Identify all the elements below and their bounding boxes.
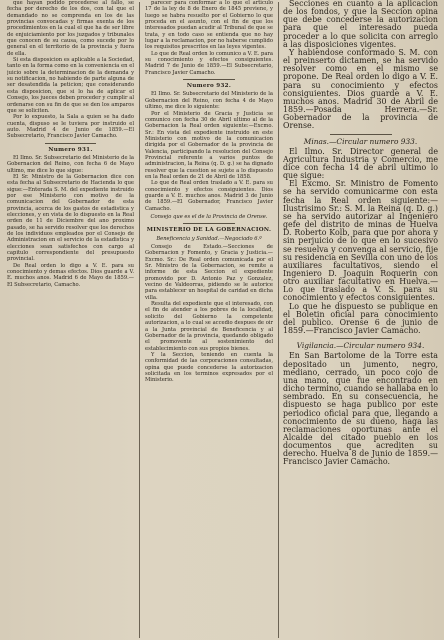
paragraph: En San Bartolome de la Torre esta depositado un jumento, negro, mediano, cerrado, un poco cojo de una mano, que fue encontrado en dicho termino, cuando se hallaba en lo sembrado. En su consecuencia, he dispuesto se haga publico por este periodico oficial para que, llegando a conocimiento de su dueno, haga las reclamaciones oportunas ante el Alcalde del citado pueblo en los documentos que acrediten su derecho. Huelva 8 de Junio de 1859.—Francisco Javier Camacho. (283, 351, 438, 467)
paragraph: El Sr. Ministro de la Gobernacion dice con esta fecha al Subsecretario de Hacienda lo que sigue:—Enterada S. M. del expediente instruido por ese Ministerio con motivo de la comunicacion del Gobernador de esta provincia, acerca de los gastos de estadistica y elecciones, y en vista de lo dispuesto en la Real orden de 11 de Diciembre del ano proximo pasado, se ha servido resolver que los derechos de los individuos empleados por el Consejo de Administracion en el servicio de la estadistica y elecciones sean satisfechos con cargo al capitulo correspondiente del presupuesto provincial. (7, 173, 134, 263)
divider (330, 134, 392, 135)
divider (183, 223, 234, 224)
section-subheading: Vigilancia.—Circular numero 934. (296, 341, 425, 351)
column-right (283, 0, 438, 640)
paragraph: Si esta disposicion es aplicable a la Sociedad, tanto en la forma como en la conveniencia en el juicio sobre la determinacion de la demanda y su notificacion, no habiendo de parte alguna de ser desatendida la peticion; que considerando esta disposicion, que si lo ha de aplicar el Consejo, los jueces deben proceder y cumplir al ordenarse con su fin de que se den los amparos que se soliciten. (7, 57, 134, 114)
ministry-heading: MINISTERIO DE LA GOBERNACION. (146, 227, 272, 234)
paragraph: parecer para conformar a lo que el articulo 17 de la ley de 8 de Enero de 1845 previene, y luego se habra resuelto por el Gobierno lo que proceda en el asunto, con el fin de que los interesados puedan acudir al Tribunal de que se trata, y en todo caso se entienda que no hay lugar a la reclamacion, por no haberse cumplido los requisitos prescritos en las leyes vigentes. (145, 0, 273, 51)
divider (45, 143, 96, 144)
paragraph: Por lo expuesto, la Sala a quien se ha dado cuenta, dispuso se le tuviera por instruido el auto. Madrid 4 de Junio de 1859.—El Subsecretario, Francisco Javier Camacho. (7, 114, 134, 140)
section-heading: Numero 931. (48, 146, 93, 153)
paragraph: Resulta del expediente que el interesado, con el fin de atender a los pobres de la localidad, solicito del Gobierno la competente autorizacion, a lo cual se accedio despues de oir a la Junta provincial de Beneficencia y al Gobernador de la provincia, quedando obligado el promovente al sostenimiento del establecimiento con sus propios bienes. (145, 301, 273, 352)
divider (183, 79, 234, 80)
paragraph: Lo que de Real orden lo comunico a V. E. para su conocimiento y efectos consiguientes. Madrid 7 de Junio de 1859.—El Subsecretario, Francisco Javier Camacho. (145, 50, 273, 76)
column-left (7, 0, 134, 640)
section-subheading: Beneficencia y Sanidad.—Negociado 6.º (156, 235, 262, 242)
divider (330, 338, 392, 339)
paragraph: que hayan podido procederse al fallo, se fecha por derecho de los dos, con tal que el demandado no se comprenda en los de las provincias convocadas y firmas exenta de los procedimientos en la cual el que ha de ser libre de enjuiciamiento por los juzgados y tribunales que conocen de su causa, como sucede por lo general en el territorio de la provincia y fuera de ella. (7, 0, 134, 57)
paragraph: Lo que de Real orden traslado a V. E. para su conocimiento y efectos consiguientes. Dios guarde a V. E. muchos anos. Madrid 3 de Junio de 1859.—El Gobernador, Francisco Javier Camacho. (145, 180, 273, 212)
paragraph: Y habiendose conformado S. M. con el preinserto dictamen, se ha servido resolver como en el mismo se propone. De Real orden lo digo a V. E. para su conocimiento y efectos consiguientes. Dios guarde a V. E. muchos anos. Madrid 30 de Abril de 1859.—Posada Herrera.—Sr. Gobernador de la provincia de Orense. (283, 47, 438, 131)
paragraph: Y la Seccion, teniendo en cuenta la conformidad de las corporaciones consultadas, opina que puede concederse la autorizacion solicitada en los terminos expresados por el Ministerio. (145, 351, 273, 384)
paragraph: El Ilmo. Sr. Director general de Agricultura Industria y Comercio, me dice con fecha 14 de abril ultimo lo que sigue: (283, 146, 438, 181)
section-subheading: Minas.—Circular numero 933. (303, 136, 418, 146)
paragraph: El Ilmo. Sr. Subsecretario del Ministerio de la Gobernacion del Reino, con fecha 4 de Mayo ultimo, me dice lo siguiente: (145, 91, 273, 111)
paragraph: Secciones en cuanto a la aplicacion de los fondos, y que la Seccion opina que debe concederse la autorizacion para que el interesado pueda proceder a lo que solicita con arreglo a las disposiciones vigentes. (283, 0, 438, 49)
paragraph: Consejo de Estado.—Secciones de Gobernacion y Fomento, y Gracia y Justicia.—Excmo. Sr.: De Real orden comunicada por el Sr. Ministro de la Gobernacion, se remite a informe de esta Seccion el expediente promovido por D. Antonio Paz y Gonzalez, vecino de Valdeorras, pidiendo se le autorice para establecer un hospital de caridad en dicha villa. (145, 244, 273, 301)
column-rule (139, 2, 140, 638)
paragraph: El Ilmo. Sr. Subsecretario del Ministerio de la Gobernacion del Reino, con fecha 6 de Mayo ultimo, me dice lo que sigue: (7, 154, 134, 174)
paragraph: Por el Ministerio de Gracia y Justicia se comunico con fecha 30 de Abril ultimo al de la Gobernacion la Real orden siguiente:—Excmo. Sr.: En vista del expediente instruido en este Ministerio con motivo de la comunicacion dirigida por el Gobernador de la provincia de Valencia, participando la resolucion del Consejo Provincial referente a varios puntos de administracion, la Reina (q. D. g.) se ha dignado resolver que la cuestion se sujete a lo dispuesto en la Real orden de 21 de Abril de 1858. (145, 110, 273, 180)
paragraph: Lo que he dispuesto se publique en el Boletin oficial para conocimiento del publico. Orense 6 de junio de 1859.—Francisco Javier Camacho. (283, 301, 438, 336)
paragraph: De Real orden lo digo a V. E. para su conocimiento y demas efectos. Dios guarde a V. E. muchos anos. Madrid 6 de Mayo de 1859.—El Subsecretario, Camacho. (7, 262, 134, 288)
paragraph: El Excmo. Sr. Ministro de Fomento se ha servido comunicarme con esta fecha la Real orden siguiente:—Ilustrisimo Sr.: S. M. la Reina (q. D. g.) se ha servido autorizar al Ingeniero gefe del distrito de minas de Huelva D. Roberto Kolb, para que por ahora y sin perjuicio de lo que en lo sucesivo se resuelva y convenga al servicio, fije su residencia en Sevilla con uno de los auxiliares facultativos, siendo el Ingeniero D. Joaquin Roquerin con otro auxiliar facultativo en Huelva.—Lo que traslado a V. S. para su conocimiento y efectos consiguientes. (283, 179, 438, 303)
section-subheading: Consejo que es el de la Provincia de Orense. (150, 214, 268, 220)
column-middle (145, 0, 273, 640)
section-heading: Numero 932. (186, 83, 232, 90)
column-rule (278, 2, 279, 638)
